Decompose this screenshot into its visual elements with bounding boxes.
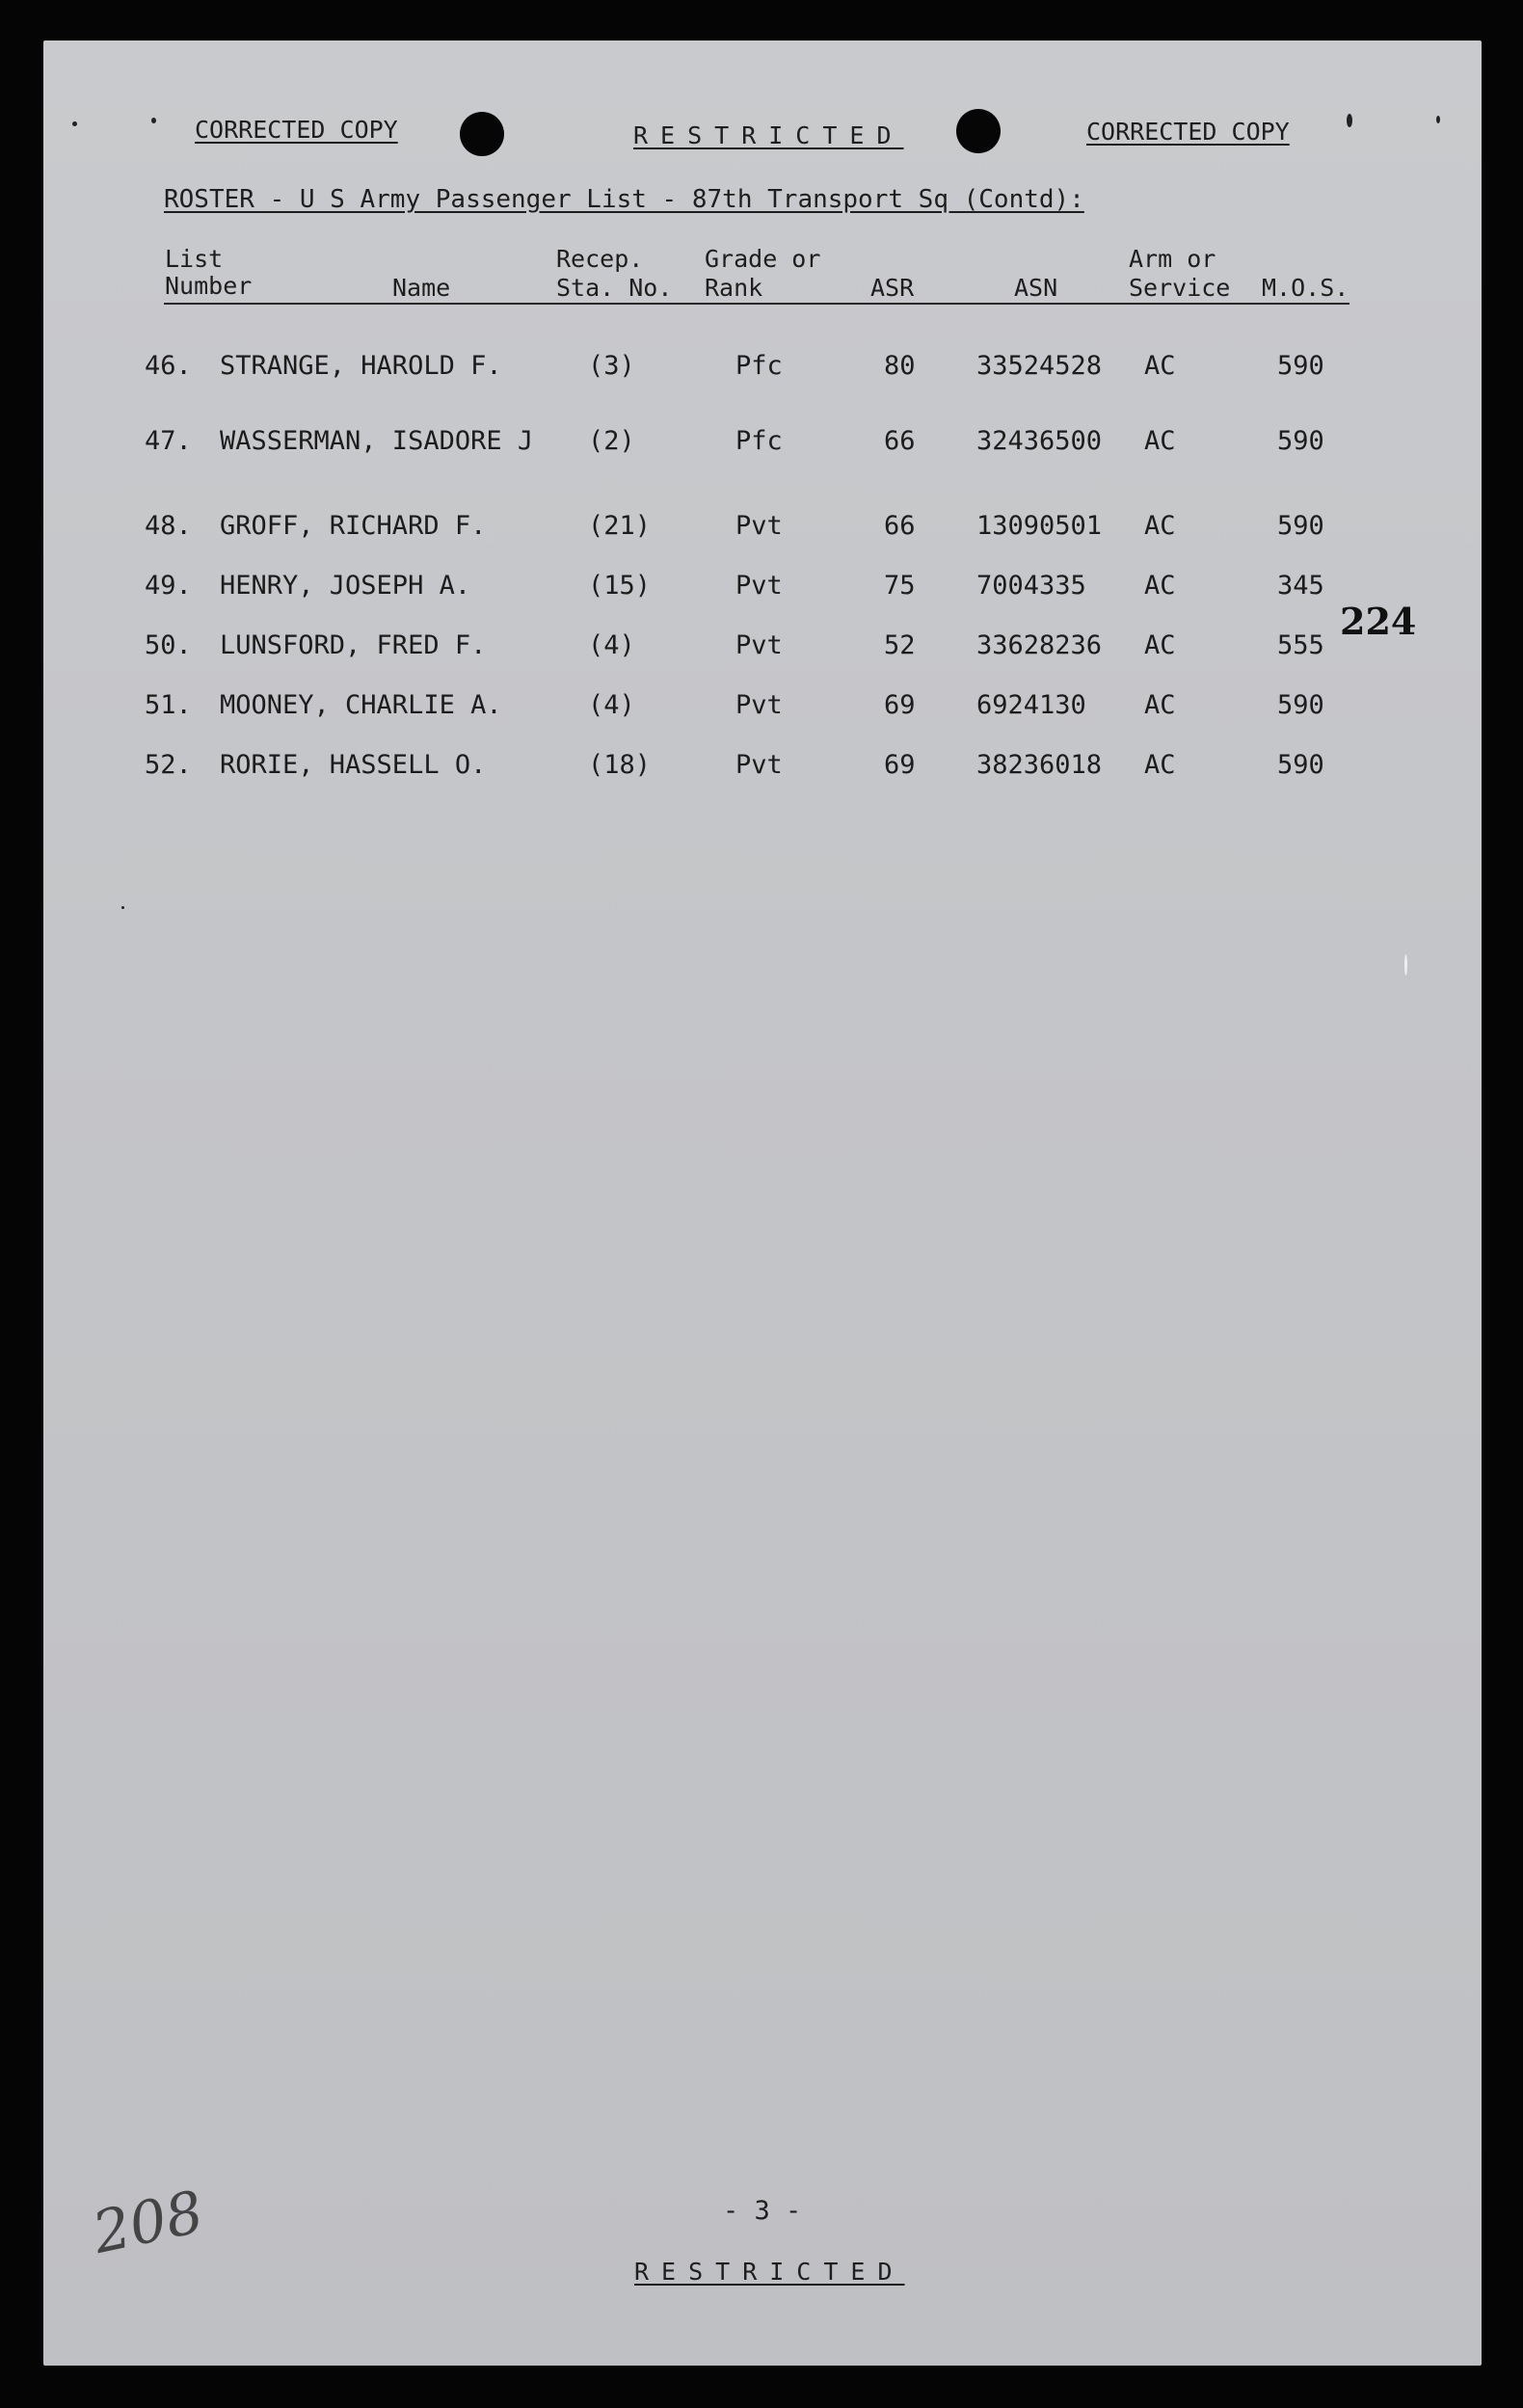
cell-arm: AC xyxy=(1144,750,1176,780)
cell-mos: 590 xyxy=(1277,511,1324,541)
restricted-footer: RESTRICTED xyxy=(634,2258,905,2286)
stray-mark xyxy=(72,121,77,126)
page-number: - 3 - xyxy=(723,2196,802,2226)
cell-asn: 6924130 xyxy=(976,690,1086,720)
cell-rank: Pvt xyxy=(735,630,783,660)
table-row xyxy=(43,750,1482,789)
col-recep-line1: Recep. xyxy=(556,245,644,273)
corrected-copy-left: CORRECTED COPY xyxy=(195,116,398,144)
cell-recep: (21) xyxy=(588,511,652,541)
col-grade-line2: Rank xyxy=(705,274,763,302)
stray-mark xyxy=(121,906,124,909)
col-list-number-line1: List xyxy=(165,245,224,273)
cell-asn: 13090501 xyxy=(976,511,1103,541)
cell-mos: 590 xyxy=(1277,426,1324,456)
table-row xyxy=(43,511,1482,549)
cell-name: MOONEY, CHARLIE A. xyxy=(220,690,502,720)
cell-name: RORIE, HASSELL O. xyxy=(220,750,487,780)
cell-mos: 590 xyxy=(1277,351,1324,381)
document-page xyxy=(43,40,1482,2366)
cell-rank: Pvt xyxy=(735,571,783,601)
header-underline xyxy=(164,303,1349,305)
cell-arm: AC xyxy=(1144,351,1176,381)
cell-recep: (18) xyxy=(588,750,652,780)
cell-recep: (4) xyxy=(588,690,635,720)
stray-mark xyxy=(1347,114,1352,127)
cell-recep: (15) xyxy=(588,571,652,601)
cell-mos: 345 xyxy=(1277,571,1324,601)
stray-mark xyxy=(151,118,156,123)
cell-name: HENRY, JOSEPH A. xyxy=(220,571,471,601)
cell-list-number: 52. xyxy=(145,750,192,780)
cell-asr: 66 xyxy=(884,426,916,456)
cell-rank: Pfc xyxy=(735,426,783,456)
cell-list-number: 50. xyxy=(145,630,192,660)
cell-arm: AC xyxy=(1144,690,1176,720)
cell-name: GROFF, RICHARD F. xyxy=(220,511,487,541)
cell-mos: 590 xyxy=(1277,750,1324,780)
cell-rank: Pvt xyxy=(735,750,783,780)
col-asr: ASR xyxy=(870,274,915,302)
cell-asn: 7004335 xyxy=(976,571,1086,601)
cell-asr: 75 xyxy=(884,571,916,601)
cell-arm: AC xyxy=(1144,511,1176,541)
col-name: Name xyxy=(392,274,451,302)
cell-recep: (4) xyxy=(588,630,635,660)
cell-mos: 555 xyxy=(1277,630,1324,660)
col-arm-line1: Arm or xyxy=(1129,245,1216,273)
punch-hole-left xyxy=(460,112,504,156)
cell-list-number: 51. xyxy=(145,690,192,720)
punch-hole-right xyxy=(956,109,1001,153)
cell-rank: Pfc xyxy=(735,351,783,381)
cell-asr: 66 xyxy=(884,511,916,541)
table-row xyxy=(43,351,1482,389)
cell-arm: AC xyxy=(1144,630,1176,660)
cell-name: LUNSFORD, FRED F. xyxy=(220,630,487,660)
cell-recep: (2) xyxy=(588,426,635,456)
cell-asr: 69 xyxy=(884,750,916,780)
cell-list-number: 48. xyxy=(145,511,192,541)
cell-asn: 32436500 xyxy=(976,426,1103,456)
col-arm-line2: Service xyxy=(1129,274,1231,302)
stray-mark xyxy=(1404,954,1407,976)
cell-asn: 33628236 xyxy=(976,630,1103,660)
cell-asr: 69 xyxy=(884,690,916,720)
stamp-number: 224 xyxy=(1340,600,1417,643)
col-grade-line1: Grade or xyxy=(705,245,821,273)
corrected-copy-right: CORRECTED COPY xyxy=(1086,118,1290,146)
col-recep-line2: Sta. No. xyxy=(556,274,673,302)
table-row xyxy=(43,426,1482,465)
col-mos: M.O.S. xyxy=(1262,274,1349,302)
cell-asn: 38236018 xyxy=(976,750,1103,780)
restricted-header: RESTRICTED xyxy=(633,121,904,149)
cell-mos: 590 xyxy=(1277,690,1324,720)
stray-mark xyxy=(1436,116,1440,123)
cell-recep: (3) xyxy=(588,351,635,381)
cell-arm: AC xyxy=(1144,426,1176,456)
table-row xyxy=(43,690,1482,729)
cell-rank: Pvt xyxy=(735,511,783,541)
cell-asr: 52 xyxy=(884,630,916,660)
col-list-number-line2: Number xyxy=(165,272,253,300)
cell-asn: 33524528 xyxy=(976,351,1103,381)
handwritten-number: 208 xyxy=(87,2178,210,2267)
col-asn: ASN xyxy=(1014,274,1058,302)
table-row xyxy=(43,571,1482,609)
cell-asr: 80 xyxy=(884,351,916,381)
roster-title: ROSTER - U S Army Passenger List - 87th Transport Sq (Contd): xyxy=(164,185,1084,214)
cell-name: STRANGE, HAROLD F. xyxy=(220,351,502,381)
cell-rank: Pvt xyxy=(735,690,783,720)
cell-arm: AC xyxy=(1144,571,1176,601)
cell-list-number: 47. xyxy=(145,426,192,456)
cell-list-number: 49. xyxy=(145,571,192,601)
cell-list-number: 46. xyxy=(145,351,192,381)
table-row xyxy=(43,630,1482,669)
cell-name: WASSERMAN, ISADORE J xyxy=(220,426,534,456)
